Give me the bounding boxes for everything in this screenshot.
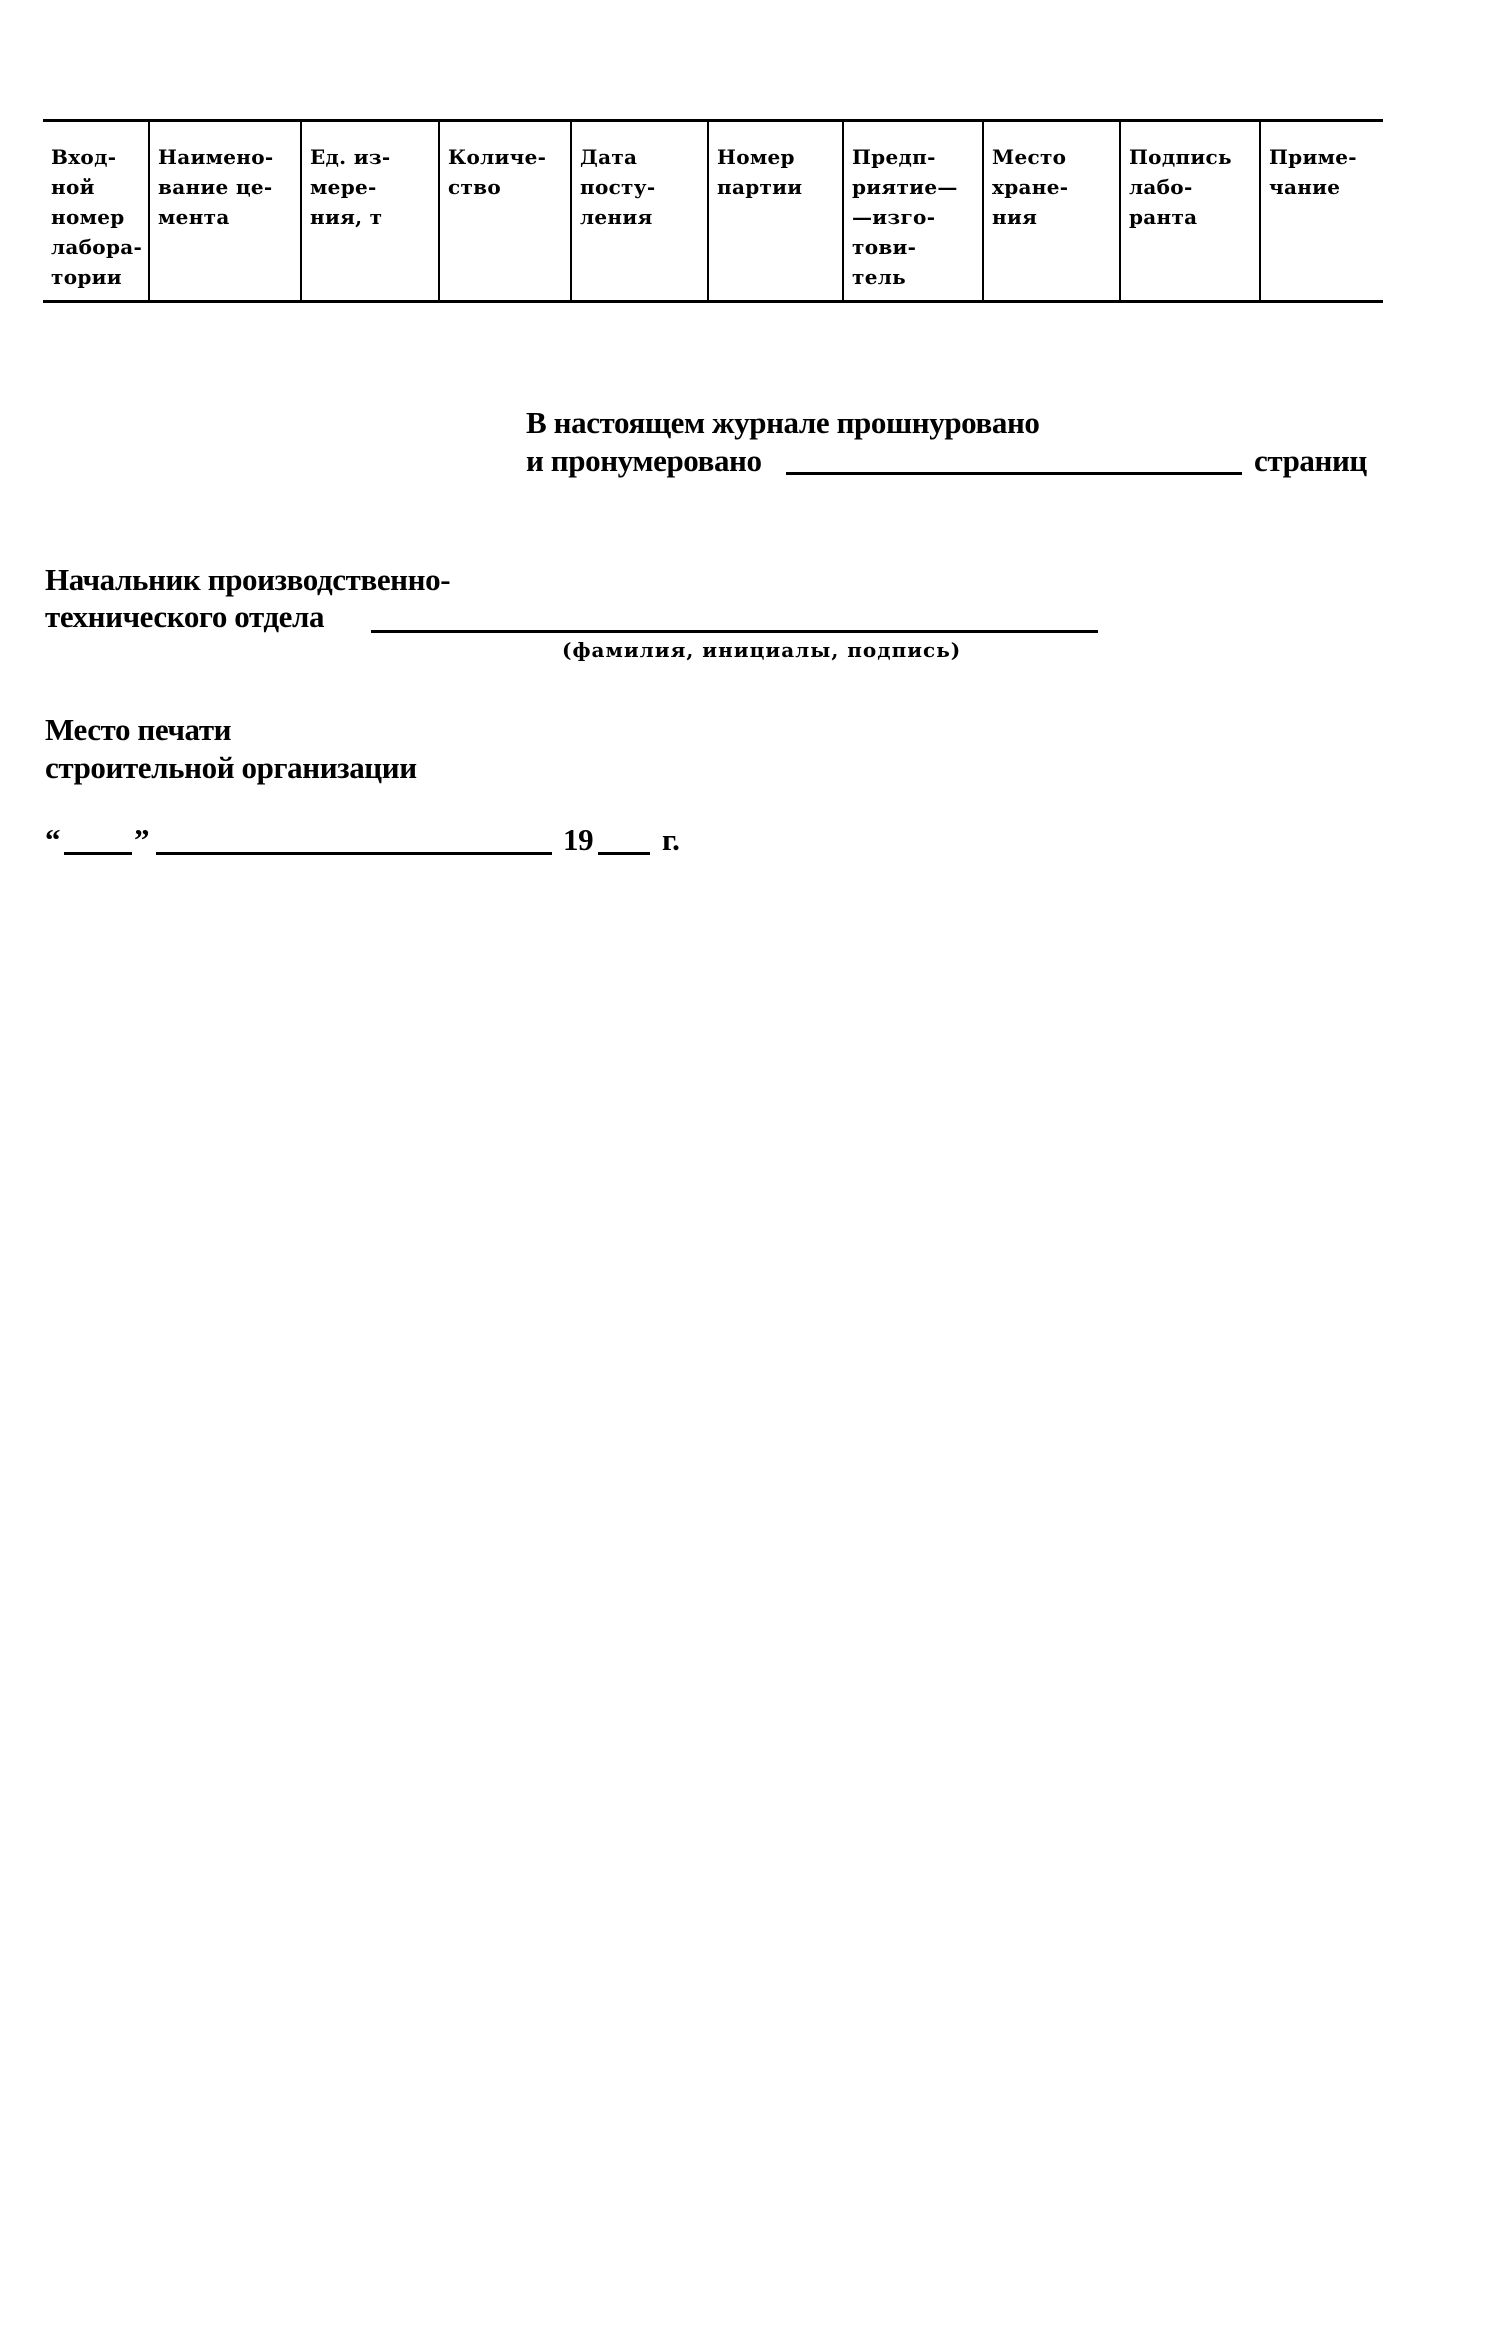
table-header-cell: Ед. из- мере- ния, т <box>302 122 440 300</box>
table-header-cell: Количе- ство <box>440 122 572 300</box>
date-close-quote: ” <box>134 822 150 857</box>
table-header-cell: Вход- ной номер лабора- тории <box>43 122 150 300</box>
month-blank-line <box>156 852 552 855</box>
journal-note-line1: В настоящем журнале прошнуровано <box>526 405 1040 440</box>
date-open-quote: “ <box>45 822 61 857</box>
signature-caption: (фамилия, инициалы, подпись) <box>562 638 962 662</box>
table-header-cell: Подпись лабо- ранта <box>1121 122 1261 300</box>
day-blank-line <box>64 852 132 855</box>
year-prefix: 19 <box>563 822 594 857</box>
page-count-blank-line <box>786 472 1242 475</box>
signature-blank-line <box>371 630 1098 633</box>
journal-table <box>43 119 1383 303</box>
year-blank-line <box>598 852 650 855</box>
table-header-cell: Предп- риятие— —изго- тови- тель <box>844 122 984 300</box>
table-header-cell: Номер партии <box>709 122 844 300</box>
table-header-cell: Место хране- ния <box>984 122 1121 300</box>
head-title-line1: Начальник производственно- <box>45 562 451 597</box>
table-header-cell: Приме- чание <box>1269 145 1357 199</box>
stamp-line1: Место печати <box>45 712 232 747</box>
journal-note-line2-suffix: страниц <box>1254 443 1367 478</box>
journal-note-line2-prefix: и пронумеровано <box>526 443 762 478</box>
table-header-cell: Дата посту- ления <box>572 122 709 300</box>
year-suffix: г. <box>662 822 680 857</box>
head-title-line2: технического отдела <box>45 599 325 634</box>
stamp-line2: строительной организации <box>45 750 417 785</box>
table-header-cell: Наимено- вание це- мента <box>150 122 302 300</box>
